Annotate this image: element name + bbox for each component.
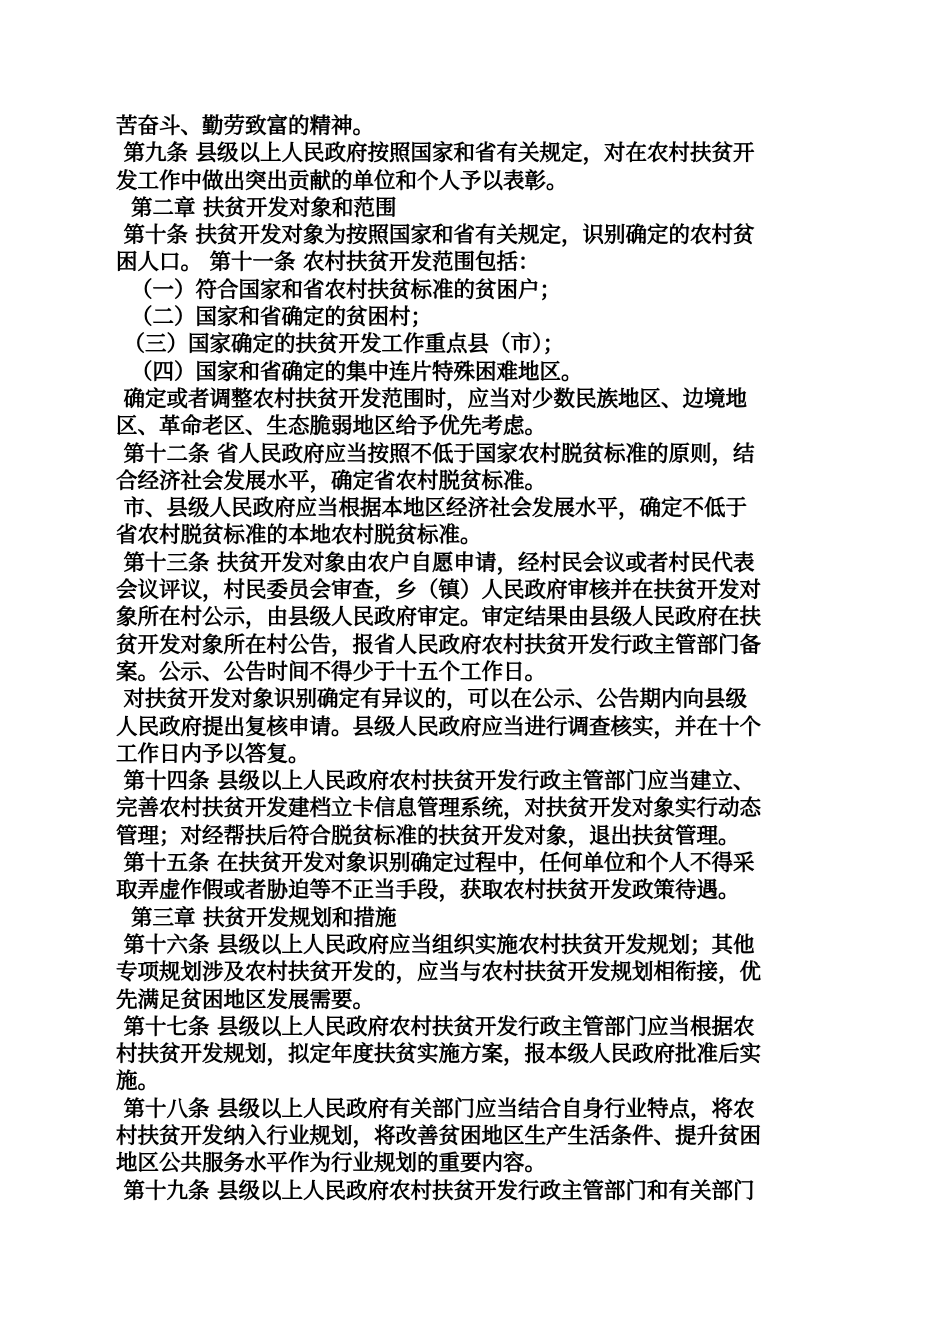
list-item: （三）国家确定的扶贫开发工作重点县（市）； xyxy=(116,332,565,358)
text-line: 第十七条 县级以上人民政府农村扶贫开发行政主管部门应当根据农 xyxy=(116,1014,755,1040)
text-line: 专项规划涉及农村扶贫开发的，应当与农村扶贫开发规划相衔接，优 xyxy=(116,960,762,986)
text-line: 市、县级人民政府应当根据本地区经济社会发展水平，确定不低于 xyxy=(116,496,747,522)
text-line: 区、革命老区、生态脆弱地区给予优先考虑。 xyxy=(116,414,547,440)
text-line: 省农村脱贫标准的本地农村脱贫标准。 xyxy=(116,523,482,549)
document-body xyxy=(116,113,840,1205)
text-line: 村扶贫开发纳入行业规划，将改善贫困地区生产生活条件、提升贫困 xyxy=(116,1123,762,1149)
text-line: 会议评议，村民委员会审查，乡（镇）人民政府审核并在扶贫开发对 xyxy=(116,578,762,604)
text-line: 发工作中做出突出贡献的单位和个人予以表彰。 xyxy=(116,168,568,194)
text-line: 贫开发对象所在村公告，报省人民政府农村扶贫开发行政主管部门备 xyxy=(116,632,762,658)
text-line: 管理；对经帮扶后符合脱贫标准的扶贫开发对象，退出扶贫管理。 xyxy=(116,823,740,849)
text-line: 施。 xyxy=(116,1069,160,1095)
text-line: 第九条 县级以上人民政府按照国家和省有关规定，对在农村扶贫开 xyxy=(116,141,755,167)
text-line: 工作日内予以答复。 xyxy=(116,741,310,767)
text-line: 完善农村扶贫开发建档立卡信息管理系统，对扶贫开发对象实行动态 xyxy=(116,796,762,822)
text-line: 第十条 扶贫开发对象为按照国家和省有关规定，识别确定的农村贫 xyxy=(116,223,755,249)
text-line: 合经济社会发展水平，确定省农村脱贫标准。 xyxy=(116,468,547,494)
text-line: 第十三条 扶贫开发对象由农户自愿申请，经村民会议或者村民代表 xyxy=(116,550,755,576)
list-item: （二）国家和省确定的贫困村； xyxy=(116,305,432,331)
text-line: 案。公示、公告时间不得少于十五个工作日。 xyxy=(116,659,547,685)
text-line: 人民政府提出复核申请。县级人民政府应当进行调查核实，并在十个 xyxy=(116,714,762,740)
text-line: 取弄虚作假或者胁迫等不正当手段，获取农村扶贫开发政策待遇。 xyxy=(116,878,740,904)
text-line: 第十八条 县级以上人民政府有关部门应当结合自身行业特点，将农 xyxy=(116,1096,755,1122)
text-line: 困人口。 第十一条 农村扶贫开发范围包括： xyxy=(116,250,540,276)
text-line: 村扶贫开发规划，拟定年度扶贫实施方案，报本级人民政府批准后实 xyxy=(116,1042,762,1068)
text-line: 第十九条 县级以上人民政府农村扶贫开发行政主管部门和有关部门 xyxy=(116,1178,755,1204)
text-line: 苦奋斗、勤劳致富的精神。 xyxy=(116,114,375,139)
text-line: 地区公共服务水平作为行业规划的重要内容。 xyxy=(116,1151,547,1177)
text-line: 第十二条 省人民政府应当按照不低于国家农村脱贫标准的原则，结 xyxy=(116,441,755,467)
text-line: 第十五条 在扶贫开发对象识别确定过程中，任何单位和个人不得采 xyxy=(116,851,755,877)
chapter-heading: 第二章 扶贫开发对象和范围 xyxy=(116,195,397,221)
chapter-heading: 第三章 扶贫开发规划和措施 xyxy=(116,905,397,931)
text-line: 第十四条 县级以上人民政府农村扶贫开发行政主管部门应当建立、 xyxy=(116,769,755,795)
text-line: 第十六条 县级以上人民政府应当组织实施农村扶贫开发规划；其他 xyxy=(116,932,755,958)
list-item: （一）符合国家和省农村扶贫标准的贫困户； xyxy=(116,277,561,303)
text-line: 象所在村公示，由县级人民政府审定。审定结果由县级人民政府在扶 xyxy=(116,605,762,631)
text-line: 确定或者调整农村扶贫开发范围时，应当对少数民族地区、边境地 xyxy=(116,386,747,412)
list-item: （四）国家和省确定的集中连片特殊困难地区。 xyxy=(116,359,583,385)
text-line: 先满足贫困地区发展需要。 xyxy=(116,987,375,1013)
text-line: 对扶贫开发对象识别确定有异议的，可以在公示、公告期内向县级 xyxy=(116,687,747,713)
